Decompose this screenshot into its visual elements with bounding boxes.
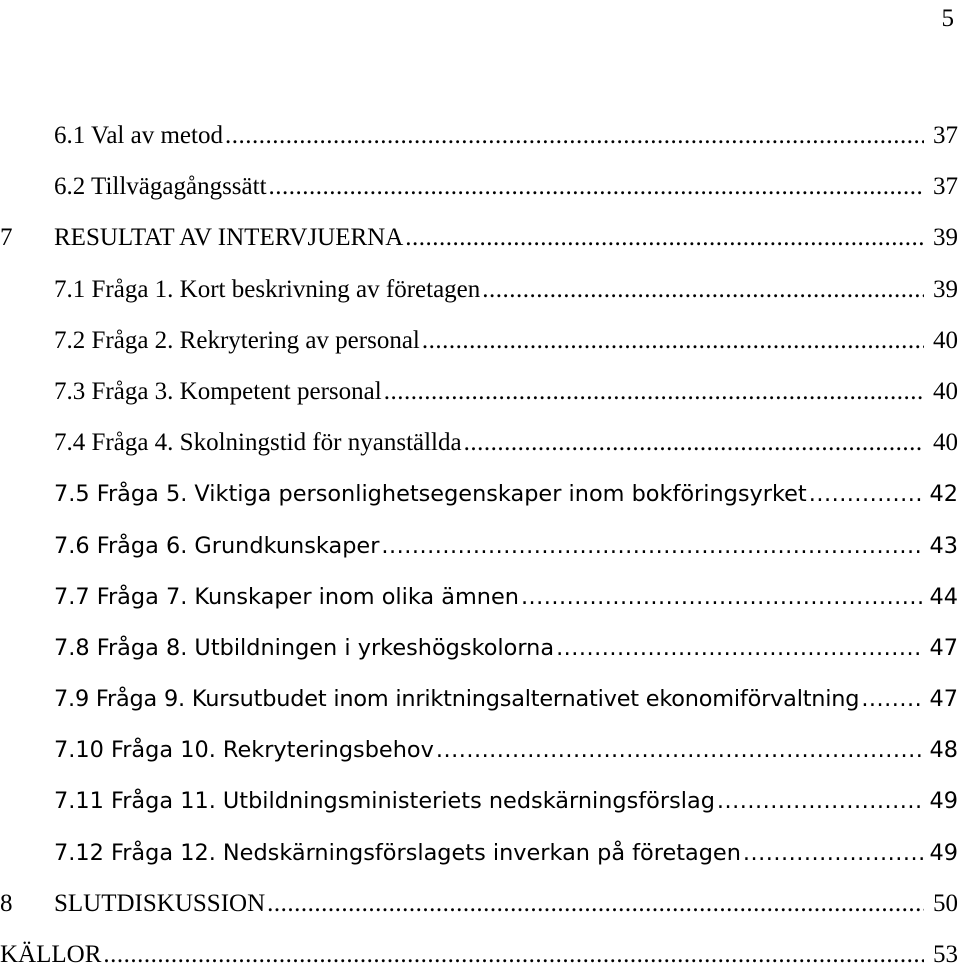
toc-entry-page: 47 — [929, 634, 958, 661]
toc-entry-title: 7.10 Fråga 10. Rekryteringsbehov — [54, 737, 434, 764]
toc-entry-page: 40 — [933, 326, 958, 354]
toc-leader-dots — [225, 118, 924, 154]
toc-entry[interactable] — [0, 169, 958, 220]
toc-entry-title: 7.4 Fråga 4. Skolningstid för nyanställda — [54, 429, 462, 457]
toc-entry[interactable] — [0, 681, 958, 732]
toc-entry-title: 7.12 Fråga 12. Nedskärningsförslagets inverkan på företagen — [54, 839, 741, 866]
toc-leader-dots — [809, 476, 924, 512]
toc-leader-dots — [743, 835, 924, 871]
toc-entry-page: 49 — [929, 839, 958, 866]
toc-entry-page: 53 — [933, 941, 958, 968]
toc-entry-page: 37 — [933, 122, 958, 149]
toc-entry[interactable] — [0, 323, 958, 374]
toc-entry-title: 6.2 Tillvägagångssätt — [54, 173, 267, 201]
toc-entry-title: SLUTDISKUSSION — [54, 889, 266, 917]
toc-entry-page: 44 — [929, 583, 958, 610]
toc-entry-title: 7.6 Fråga 6. Grundkunskaper — [54, 532, 380, 559]
toc-entry[interactable] — [0, 937, 958, 973]
toc-entry[interactable] — [0, 374, 958, 425]
toc-entry-title: RESULTAT AV INTERVJUERNA — [54, 224, 404, 252]
toc-leader-dots — [521, 579, 924, 615]
page-number: 5 — [941, 5, 954, 32]
toc-leader-dots — [384, 374, 924, 410]
toc-entry[interactable] — [0, 886, 958, 937]
toc-entry-page: 43 — [929, 532, 958, 559]
toc-entry-title: 7.9 Fråga 9. Kursutbudet inom inriktningsalternativet ekonomiförvaltning — [54, 686, 860, 713]
toc-leader-dots — [482, 272, 924, 308]
toc-entry-page: 37 — [933, 173, 958, 201]
toc-entry[interactable] — [0, 579, 958, 630]
toc-entry-page: 49 — [929, 788, 958, 815]
toc-entry-page: 39 — [933, 275, 958, 303]
toc-entry-page: 48 — [929, 737, 958, 764]
toc-entry[interactable] — [0, 783, 958, 834]
toc-entry-title: 7.7 Fråga 7. Kunskaper inom olika ämnen — [54, 583, 519, 610]
toc-entry-title: 7.2 Fråga 2. Rekrytering av personal — [54, 326, 420, 354]
toc-entry-page: 47 — [929, 686, 958, 713]
toc-entry[interactable] — [0, 425, 958, 476]
toc-entry-title: KÄLLOR — [0, 941, 102, 968]
toc-leader-dots — [267, 886, 924, 922]
toc-entry-page: 50 — [933, 889, 958, 917]
toc-entry[interactable] — [0, 528, 958, 579]
toc-leader-dots — [269, 169, 924, 205]
toc-entry-page: 40 — [933, 377, 958, 405]
toc-entry[interactable] — [0, 630, 958, 681]
toc-entry[interactable] — [0, 118, 958, 169]
toc-entry[interactable] — [0, 272, 958, 323]
toc-entry-title: 6.1 Val av metod — [54, 122, 223, 149]
toc-leader-dots — [556, 630, 924, 666]
toc-leader-dots — [422, 323, 924, 359]
toc-entry[interactable] — [0, 835, 958, 886]
toc-entry[interactable] — [0, 732, 958, 783]
toc-leader-dots — [381, 528, 924, 564]
toc-entry-title: 7.8 Fråga 8. Utbildningen i yrkeshögskolorna — [54, 634, 555, 661]
toc-leader-dots — [436, 732, 924, 768]
toc-entry-number: 8 — [0, 889, 13, 917]
toc-leader-dots — [861, 681, 924, 717]
toc-entry-title: 7.11 Fråga 11. Utbildningsministeriets nedskärningsförslag — [54, 788, 715, 815]
toc-leader-dots — [464, 425, 924, 461]
toc-entry-title: 7.1 Fråga 1. Kort beskrivning av företagen — [54, 275, 481, 303]
toc-leader-dots — [717, 783, 924, 819]
toc-leader-dots — [103, 937, 924, 973]
toc-entry[interactable] — [0, 476, 958, 527]
toc-entry-page: 39 — [933, 224, 958, 252]
toc-entry-page: 42 — [929, 481, 958, 508]
toc-entry-title: 7.5 Fråga 5. Viktiga personlighetsegenskaper inom bokföringsyrket — [54, 481, 807, 508]
toc-entry[interactable] — [0, 220, 958, 271]
table-of-contents — [0, 118, 958, 973]
toc-entry-page: 40 — [933, 429, 958, 457]
toc-entry-title: 7.3 Fråga 3. Kompetent personal — [54, 377, 382, 405]
toc-entry-number: 7 — [0, 224, 13, 252]
toc-leader-dots — [405, 220, 924, 256]
